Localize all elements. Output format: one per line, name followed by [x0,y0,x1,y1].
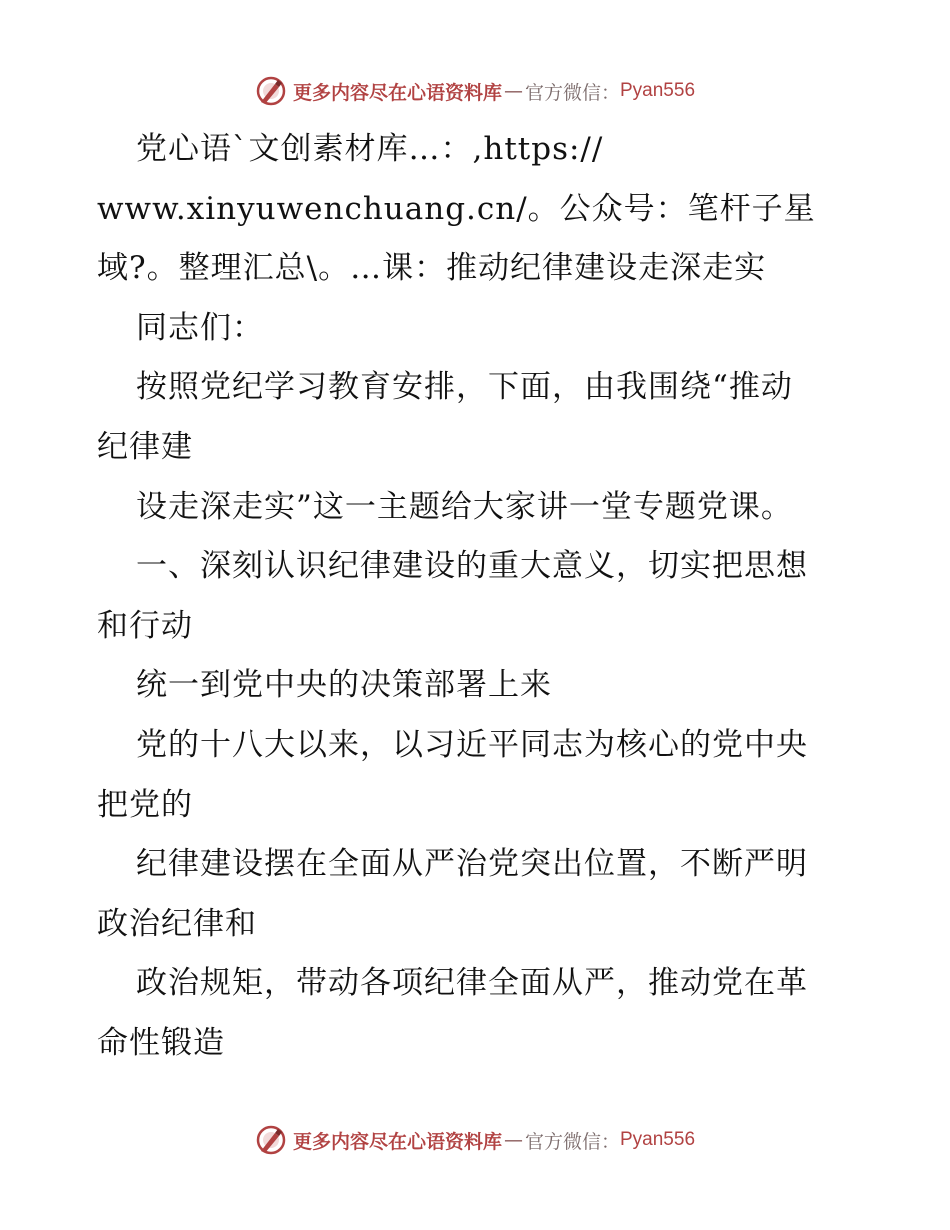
body-line: 政治纪律和 [97,905,257,942]
wechat-id: Pyan556 [620,1129,696,1150]
body-line: 政治规矩，带动各项纪律全面从严，推动党在革 [136,965,808,1002]
banner-dash: — [503,1129,523,1151]
body-line: 设走深走实”这一主题给大家讲一堂专题党课。 [136,488,793,525]
body-line: 同志们： [136,309,264,346]
body-line: 命性锻造 [97,1024,225,1061]
wechat-label: 官方微信： [524,81,620,104]
section-heading-line: 和行动 [97,607,193,644]
pen-logo-icon [255,75,287,107]
header-banner [0,71,950,111]
body-line: 纪律建设摆在全面从严治党突出位置，不断严明 [136,846,808,883]
banner-dash: — [503,80,523,102]
body-line: 域?。整理汇总\。…课：推动纪律建设走深走实 [97,250,767,287]
brand-text: 更多内容尽在心语资料库 [292,1130,502,1153]
body-line: 按照党纪学习教育安排，下面，由我围绕“推动 [136,369,793,406]
body-line: 党的十八大以来，以习近平同志为核心的党中央 [136,726,808,763]
section-heading-line: 统一到党中央的决策部署上来 [136,667,552,704]
body-line: www.xinyuwenchuang.cn/。公众号：笔杆子星 [97,190,816,227]
body-line: 把党的 [97,786,193,823]
body-line: 纪律建 [97,428,193,465]
wechat-label: 官方微信： [524,1130,620,1153]
wechat-id: Pyan556 [620,80,696,101]
section-heading-line: 一、深刻认识纪律建设的重大意义，切实把思想 [136,548,808,585]
footer-banner [0,1120,950,1160]
body-line: 党心语`文创素材库…：,https:// [136,131,604,167]
brand-text: 更多内容尽在心语资料库 [292,81,502,104]
pen-logo-icon [255,1124,287,1156]
document-body [97,120,877,1074]
